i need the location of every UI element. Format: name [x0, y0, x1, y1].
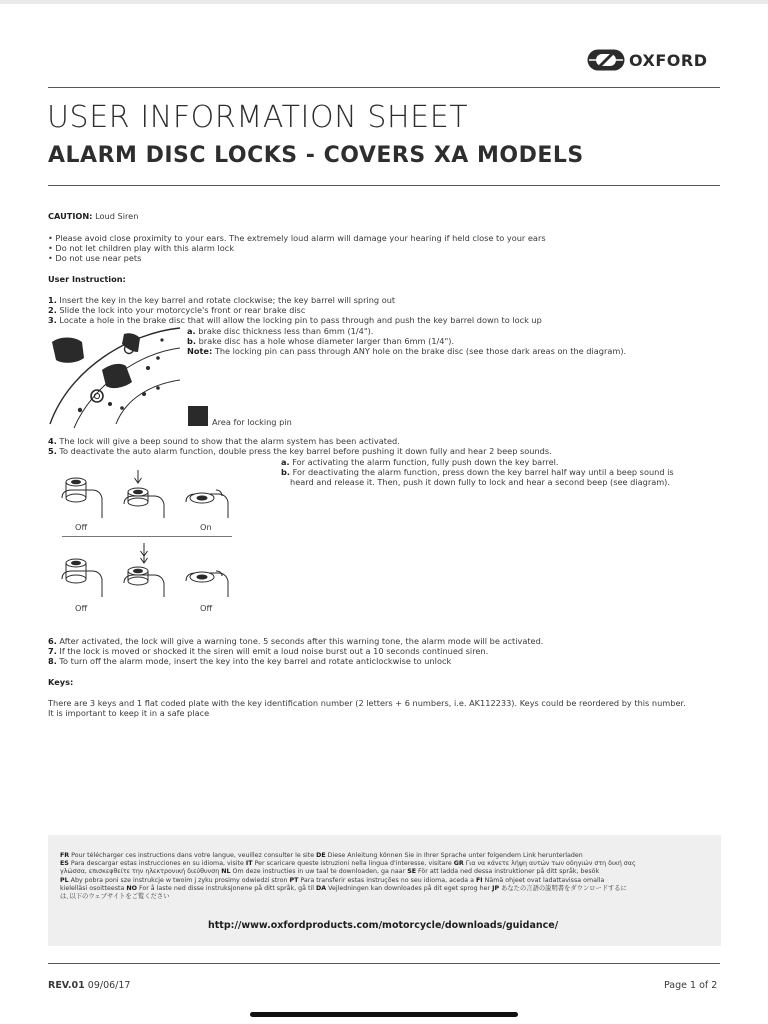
step-number: 4. [48, 436, 57, 446]
lang-code: SE [407, 868, 417, 876]
sub-label: b. [187, 336, 196, 346]
alarm-deactivate-instruction [281, 467, 674, 477]
page-title: USER INFORMATION SHEET [47, 100, 469, 135]
step-number: 3. [48, 315, 57, 325]
step-4 [48, 436, 400, 446]
lang-text: Para descargar estas instrucciones en su idioma, visite [68, 860, 246, 868]
brake-disc-diagram [40, 328, 180, 428]
lang-code: NO [126, 884, 137, 892]
step-6 [48, 636, 543, 646]
step-2 [48, 305, 305, 315]
lang-code: DA [316, 884, 327, 892]
lock-barrel-off [62, 559, 102, 597]
step-3 [48, 315, 542, 325]
page-subtitle: ALARM DISC LOCKS - COVERS XA MODELS [48, 143, 584, 168]
lock-barrel-off [62, 478, 102, 518]
step-text: If the lock is moved or shocked it the siren will emit a loud noise burst out a 10 seconds continued siren. [59, 646, 489, 656]
page-number: Page 1 of 2 [664, 980, 718, 991]
step-text: After activated, the lock will give a warning tone. 5 seconds after this warning tone, the alarm mode will be activated. [59, 636, 544, 646]
revision-date: 09/06/17 [87, 980, 131, 991]
lang-text: For å laste ned disse instruksjonene på ditt språk, gå til [136, 884, 317, 892]
lang-code: DE [316, 852, 326, 859]
step-text: To turn off the alarm mode, insert the key into the key barrel and rotate anticlockwise to unlock [59, 656, 452, 666]
lang-text: Nämä ohjeet ovat ladattavissa omalla [482, 876, 605, 884]
language-download-text [60, 852, 715, 901]
caution-text: Loud Siren [95, 211, 139, 221]
keys-heading: Keys: [48, 677, 74, 687]
language-line-4 [60, 877, 715, 885]
footer-rule [48, 963, 720, 964]
figure-divider [62, 536, 232, 537]
oxford-logo [587, 48, 722, 72]
figure-label-on: On [200, 522, 212, 532]
lang-code: PL [60, 876, 69, 884]
lang-code: PT [289, 876, 299, 884]
locking-pin-area-swatch [188, 406, 208, 426]
lang-text: Para transferir estas instruções no seu idioma, aceda a [298, 876, 476, 884]
step-text: The lock will give a beep sound to show that the alarm system has been activated. [59, 436, 400, 446]
lang-text: kielelläsi osoitteesta [60, 884, 127, 892]
lang-code: FR [60, 852, 70, 859]
step-5 [48, 446, 552, 456]
lang-code: GR [453, 860, 464, 868]
step-3-note [187, 346, 626, 356]
figure-label-off: Off [75, 603, 88, 613]
header-rule [48, 87, 720, 88]
step-3-sub-a [187, 326, 373, 336]
caution-bullet-1: • Please avoid close proximity to your ears. The extremely loud alarm will damage your hearing if held close to your ears [48, 233, 546, 243]
sub-text: brake disc thickness less than 6mm (1/4"). [198, 326, 374, 336]
step-number: 1. [48, 295, 57, 305]
language-line-1 [60, 852, 715, 860]
sub-text: For activating the alarm function, fully push down the key barrel. [292, 457, 559, 467]
lock-barrel-off-2 [186, 571, 228, 597]
sub-text: For deactivating the alarm function, press down the key barrel half way until a beep sound is [292, 467, 674, 477]
step-number: 8. [48, 656, 57, 666]
figure-label-off: Off [75, 522, 88, 532]
top-bar [0, 0, 768, 4]
step-number: 6. [48, 636, 57, 646]
step-8 [48, 656, 451, 666]
lock-barrel-half-pressed [124, 543, 164, 597]
lang-code: NL [221, 868, 231, 876]
lang-text: あなたの言語の説明書をダウンロードするに [499, 884, 627, 892]
revision-info [48, 980, 130, 991]
note-text: The locking pin can pass through ANY hole on the brake disc (see those dark areas on the diagram). [214, 346, 627, 356]
revision-label: REV.01 [48, 980, 85, 991]
caution-bullet-3: • Do not use near pets [48, 253, 142, 263]
lang-text: Diese Anleitung können Sie in Ihrer Sprache unter folgendem Link herunterladen [325, 852, 583, 859]
oxford-logo-icon [587, 49, 625, 71]
step-3-sub-b [187, 336, 454, 346]
step-1 [48, 295, 395, 305]
home-indicator[interactable] [250, 1012, 518, 1017]
lang-code: FI [476, 876, 483, 884]
figure-label-off: Off [200, 603, 213, 613]
caution-line [48, 211, 138, 221]
step-number: 2. [48, 305, 57, 315]
lang-text: Om deze instructies in uw taal te downloaden, ga naar [230, 868, 408, 876]
title-rule [48, 185, 720, 186]
double-arrow-down-icon [141, 543, 148, 563]
language-line-5 [60, 885, 715, 893]
lang-code: IT [245, 860, 253, 868]
step-number: 7. [48, 646, 57, 656]
lang-text: Per scaricare queste istruzioni nella lingua d'interesse, visitare [252, 860, 454, 868]
step-number: 5. [48, 446, 57, 456]
language-line-3 [60, 868, 715, 876]
lock-barrel-pressed [124, 470, 164, 518]
sub-label: b. [281, 467, 290, 477]
step-text: Insert the key in the key barrel and rotate clockwise; the key barrel will spring out [59, 295, 396, 305]
step-text: Locate a hole in the brake disc that will allow the locking pin to pass through and push the key barrel down to lock up [59, 315, 542, 325]
lock-barrel-diagram-row-1 [62, 468, 232, 524]
step-text: To deactivate the auto alarm function, double press the key barrel before pushing it down fully and hear 2 beep sounds. [59, 446, 552, 456]
caution-bullet-2: • Do not let children play with this alarm lock [48, 243, 235, 253]
keys-text-2: It is important to keep it in a safe place [48, 708, 210, 718]
logo-wordmark: OXFORD [629, 50, 708, 70]
lang-code: ES [60, 860, 69, 868]
lang-text: Pour télécharger ces instructions dans votre langue, veuillez consulter le site [69, 852, 317, 859]
lang-text: Vejledningen kan downloades på dit eget sprog her [326, 884, 493, 892]
caution-label: CAUTION: [48, 211, 93, 221]
lang-code: JP [492, 884, 500, 892]
alarm-activate-instruction [281, 457, 559, 467]
sub-label: a. [187, 326, 196, 336]
note-label: Note: [187, 346, 213, 356]
lang-text: Aby pobra poni sze instrukcje w twoim j zyku prosimy odwiedzi stron [68, 876, 290, 884]
lock-barrel-on [186, 490, 228, 518]
keys-text-1: There are 3 keys and 1 flat coded plate with the key identification number (2 letters + 6 numbers, i.e. AK112233). Keys could be reordered by this number. [48, 698, 686, 708]
step-text: Slide the lock into your motorcycle's front or rear brake disc [59, 305, 306, 315]
sub-label: a. [281, 457, 290, 467]
step-7 [48, 646, 488, 656]
download-url-link[interactable]: http://www.oxfordproducts.com/motorcycle/downloads/guidance/ [208, 920, 559, 931]
lock-barrel-diagram-row-2 [62, 545, 232, 601]
locking-pin-area-label: Area for locking pin [212, 417, 292, 427]
lang-text: は､以下のウェブサイトをご覧ください [60, 893, 170, 901]
language-line-6 [60, 893, 715, 901]
arrow-down-icon [135, 470, 142, 483]
lang-text: γλώσσα, επισκεφθείτε την ηλεκτρονική διεύθυνση [60, 868, 222, 876]
alarm-deactivate-instruction-cont: heard and release it. Then, push it down fully to lock and hear a second beep (see diagram). [290, 477, 670, 487]
sub-text: brake disc has a hole whose diameter larger than 6mm (1/4"). [198, 336, 455, 346]
lang-text: För att ladda ned dessa instruktioner på ditt språk, besök [416, 868, 600, 876]
lang-text: Για να κάνετε λήψη αυτών των οδηγιών στη δική σας [463, 860, 636, 868]
user-instruction-heading: User Instruction: [48, 274, 126, 284]
